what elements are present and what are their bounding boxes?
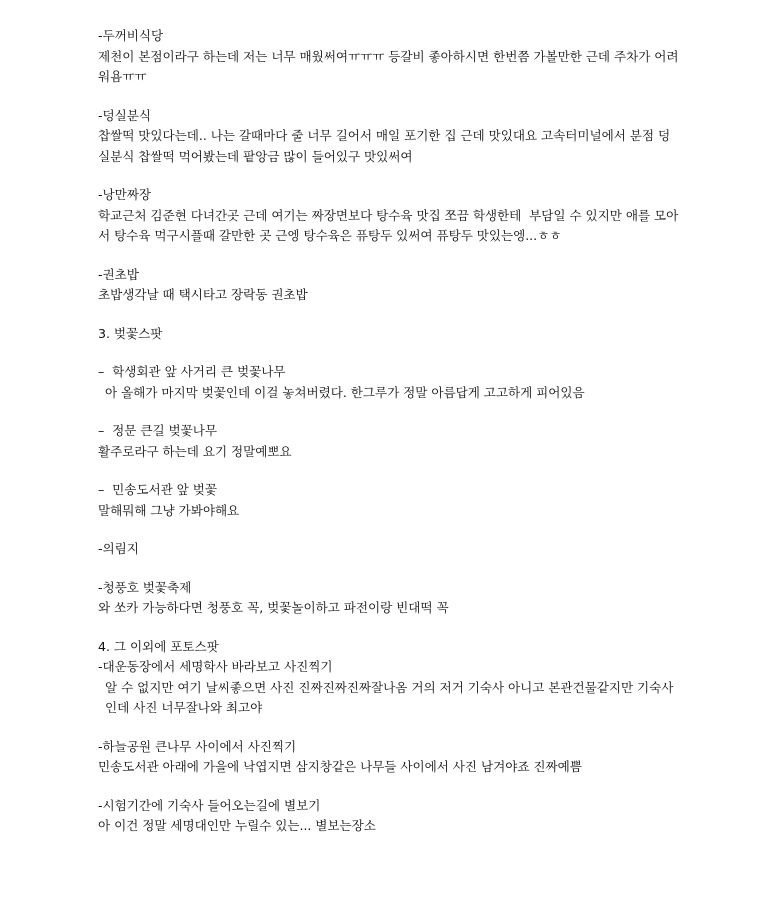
text-line: 제천이 본점이라구 하는데 저는 너무 매웠써여ㅠㅠㅠ 등갈비 좋아하시면 한번쯤 가볼만한 근데 주차가 어려워욤ㅠㅠ xyxy=(98,48,679,84)
text-block xyxy=(98,185,682,247)
text-block xyxy=(98,421,682,462)
text-line: 초밥생각날 때 택시타고 장락동 권초밥 xyxy=(98,287,308,302)
text-line: -덩실분식 xyxy=(98,107,151,123)
text-block xyxy=(98,796,682,837)
text-line: -낭만짜장 xyxy=(98,187,151,202)
text-line: – 민송도서관 앞 벚꽃 xyxy=(98,482,217,497)
text-line: 3. 벚꽃스팟 xyxy=(98,325,163,341)
text-line: 알 수 없지만 여기 날씨좋으면 사진 진짜진짜진짜잘나옴 거의 저거 기숙사 아니고 본관건물같지만 기숙사인데 사진 너무잘나와 최고야 xyxy=(105,679,674,715)
text-line: -권초밥 xyxy=(98,266,139,282)
text-line: -두꺼비식당 xyxy=(98,28,164,43)
text-block xyxy=(98,637,682,719)
text-block xyxy=(98,324,682,345)
text-line: 아 올해가 마지막 벚꽃인데 이걸 놓쳐버렸다. 한그루가 정말 아름답게 고고하게 피어있음 xyxy=(105,384,585,400)
text-block xyxy=(98,26,682,88)
text-block xyxy=(98,578,682,619)
text-block xyxy=(98,106,682,168)
text-line: -하늘공원 큰나무 사이에서 사진찍기 xyxy=(98,738,297,754)
text-block xyxy=(98,265,682,306)
text-line: 말해뭐해 그냥 가봐야해요 xyxy=(98,502,240,518)
text-block xyxy=(98,480,682,521)
text-line: – 정문 큰길 벚꽃나무 xyxy=(98,423,217,438)
text-block xyxy=(98,737,682,778)
text-line: 활주로라구 하는데 요기 정말예뽀요 xyxy=(98,443,292,459)
text-line: -의림지 xyxy=(98,541,139,556)
text-line: 와 쏘카 가능하다면 청풍호 꼭, 벚꽃놀이하고 파전이랑 빈대떡 꼭 xyxy=(98,600,449,615)
text-line: -청풍호 벚꽃축제 xyxy=(98,579,192,595)
text-line: -시험기간에 기숙사 들어오는길에 별보기 xyxy=(98,797,321,813)
text-line: – 학생회관 앞 사거리 큰 벚꽃나무 xyxy=(98,364,286,379)
text-line: 민송도서관 아래에 가을에 낙엽지면 삼지창같은 나무들 사이에서 사진 남겨야죠 진짜예쁨 xyxy=(98,759,582,774)
text-block xyxy=(98,362,682,403)
text-line: 아 이건 정말 세명대인만 누릴수 있는... 별보는장소 xyxy=(98,818,376,833)
text-line: 4. 그 이외에 포토스팟 xyxy=(98,638,219,654)
text-block xyxy=(98,539,682,560)
text-line: 찹쌀떡 맛있다는데.. 나는 갈때마다 줄 너무 길어서 매일 포기한 집 근데 맛있대요 고속터미널에서 분점 덩실분식 찹쌀떡 먹어봤는데 팥앙금 많이 들어있구 맛있써여 xyxy=(98,128,671,164)
text-line: -대운동장에서 세명학사 바라보고 사진찍기 xyxy=(98,659,333,674)
text-line: 학교근처 김준현 다녀간곳 근데 여기는 짜장면보다 탕수육 맛집 쪼끔 학생한테 부담일 수 있지만 애를 모아서 탕수육 먹구시플때 갈만한 곳 근엥 탕수육은 퓨탕두 있써여 퓨탕두 맛있는엥...ㅎㅎ xyxy=(98,207,679,243)
